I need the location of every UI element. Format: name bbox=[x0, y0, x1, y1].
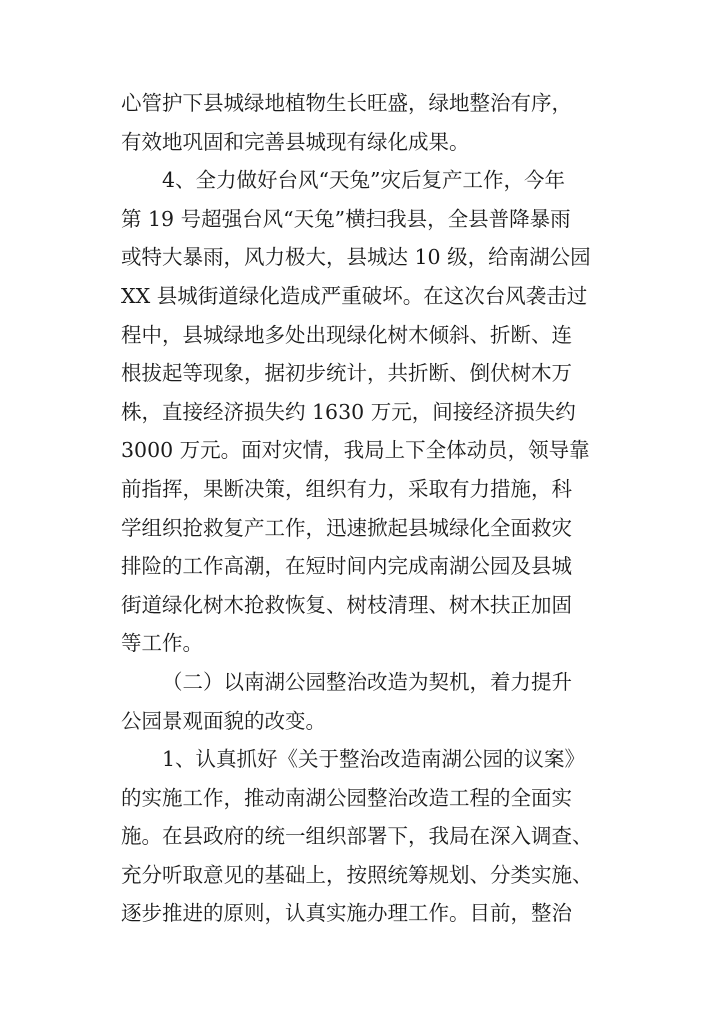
text-line: 有效地巩固和完善县城现有绿化成果。 bbox=[121, 129, 470, 154]
text-line: 心管护下县城绿地植物生长旺盛，绿地整治有序， bbox=[121, 91, 572, 115]
text-line: 等工作。 bbox=[121, 631, 203, 656]
text-line: 3000 万元。面对灾情，我局上下全体动员，领导靠 bbox=[121, 438, 590, 463]
text-line: 逐步推进的原则，认真实施办理工作。目前，整治 bbox=[121, 901, 572, 926]
text-line: 街道绿化树木抢救恢复、树枝清理、树木扶正加固 bbox=[121, 592, 572, 617]
text-line: XX 县城街道绿化造成严重破坏。在这次台风袭击过 bbox=[121, 283, 588, 308]
body-text bbox=[121, 84, 601, 933]
text-line: 施。在县政府的统一组织部署下，我局在深入调查、 bbox=[121, 824, 593, 849]
paragraph-first-line: 4、全力做好台风“天兔”灾后复产工作，今年 bbox=[162, 168, 566, 193]
text-line: 第 19 号超强台风“天兔”横扫我县，全县普降暴雨 bbox=[121, 206, 571, 231]
text-line: 或特大暴雨，风力极大，县城达 10 级，给南湖公园 bbox=[121, 245, 591, 270]
text-line: 公园景观面貌的改变。 bbox=[121, 708, 326, 733]
text-line: 排险的工作高潮，在短时间内完成南湖公园及县城 bbox=[121, 554, 572, 579]
text-line: 根拔起等现象，据初步统计，共折断、倒伏树木万 bbox=[121, 361, 572, 386]
section-heading-line: （二）以南湖公园整治改造为契机，着力提升 bbox=[162, 669, 572, 694]
text-line: 前指挥，果断决策，组织有力，采取有力措施，科 bbox=[121, 476, 572, 501]
text-line: 的实施工作，推动南湖公园整治改造工程的全面实 bbox=[121, 785, 572, 810]
text-line: 程中，县城绿地多处出现绿化树木倾斜、折断、连 bbox=[121, 322, 572, 347]
text-line: 充分听取意见的基础上，按照统筹规划、分类实施、 bbox=[121, 862, 593, 887]
text-line: 株，直接经济损失约 1630 万元，间接经济损失约 bbox=[121, 399, 576, 424]
text-line: 学组织抢救复产工作，迅速掀起县城绿化全面救灾 bbox=[121, 515, 572, 540]
paragraph-first-line: 1、认真抓好《关于整治改造南湖公园的议案》 bbox=[162, 747, 586, 772]
